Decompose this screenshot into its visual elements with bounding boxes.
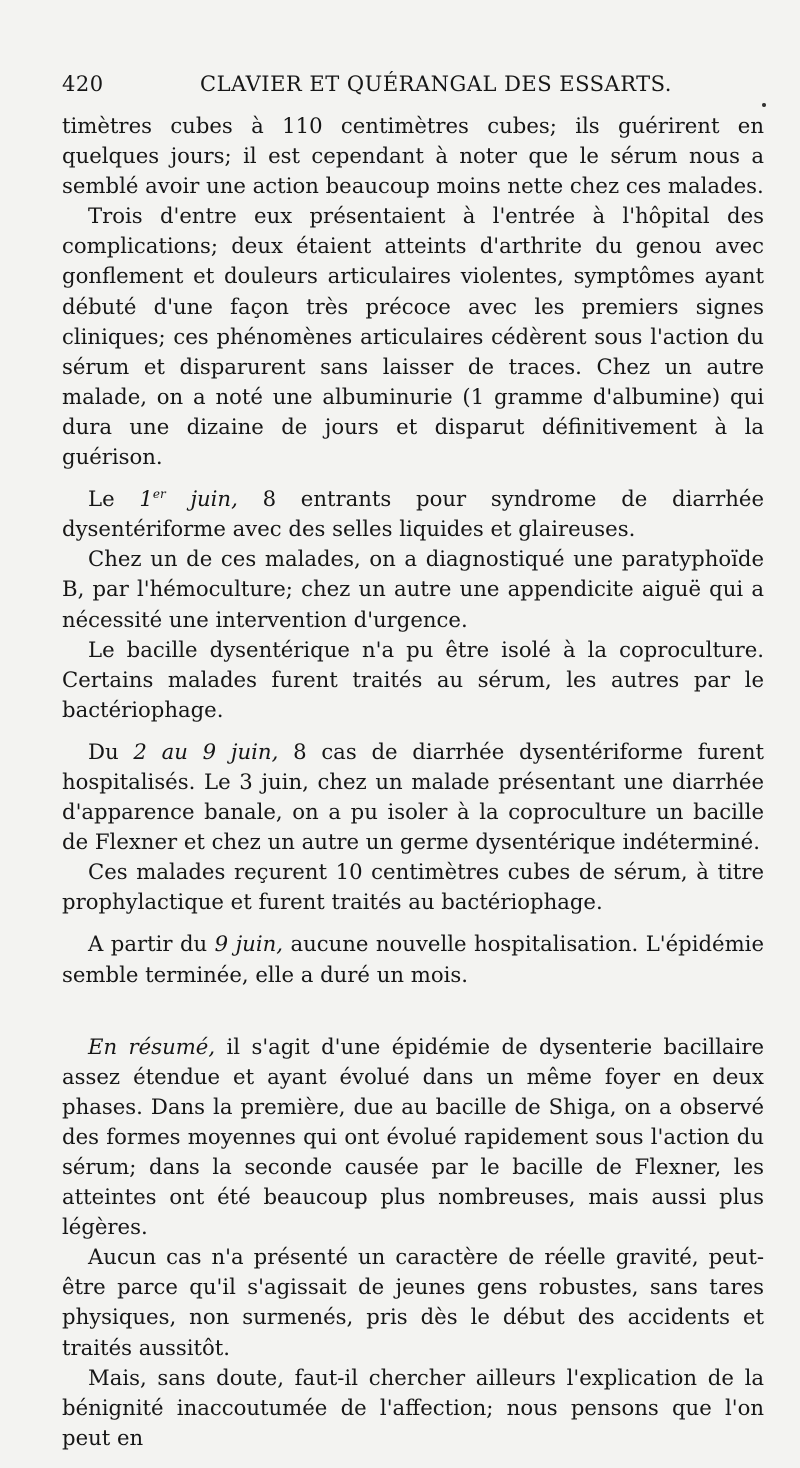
paragraph-continuation: timètres cubes à 110 centimètres cubes; ils guérirent en quelques jours; il est cependant à noter que le sérum nous a semblé avoir une action beaucoup moins nette chez ces malades. [62, 113, 764, 199]
spacer [62, 990, 764, 1032]
paragraph-june-1 [62, 484, 764, 544]
paragraph-lead: A partir du [88, 931, 215, 957]
date-month: juin, [165, 486, 238, 512]
page-header [62, 72, 762, 102]
spacer [62, 725, 764, 737]
spacer [62, 917, 764, 929]
running-title: CLAVIER ET QUÉRANGAL DES ESSARTS. [200, 72, 672, 96]
summary-label: En résumé, [88, 1033, 216, 1059]
paragraph-summary [62, 1032, 764, 1243]
ink-speck [762, 103, 766, 107]
paragraph-text: 8 cas de diarrhée dysentériforme furent hospitalisés. Le 3 juin, chez un malade présentant une diarrhée d'apparence banale, on a pu isoler à la coproculture un bacille de Flexner et chez un autre un germe dysentérique indéterminé. [62, 738, 765, 855]
date-emphasis: 2 au 9 juin, [133, 738, 279, 764]
paragraph-june-9 [62, 929, 764, 989]
paragraph-lead: Du [88, 738, 134, 764]
paragraph-lead: Le [88, 486, 140, 512]
paragraph-coproculture: Le bacille dysentérique n'a pu être isolé à la coproculture. Certains malades furent traités au sérum, les autres par le bactériophage. [62, 636, 764, 722]
paragraph-diagnosis: Chez un de ces malades, on a diagnostiqué une paratyphoïde B, par l'hémoculture; chez un autre une appendicite aiguë qui a nécessité une intervention d'urgence. [62, 546, 764, 632]
paragraph-text: aucune nouvelle hospitalisation. L'épidémie semble terminée, elle a duré un mois. [62, 931, 764, 987]
paragraph-serum: Ces malades reçurent 10 centimètres cubes de sérum, à titre prophylactique et furent traités au bactériophage. [62, 859, 764, 915]
paragraph-complications: Trois d'entre eux présentaient à l'entrée à l'hôpital des complications; deux étaient atteints d'arthrite du genou avec gonflement et douleurs articulaires violentes, symptômes ayant débuté d'une façon très précoce avec les premiers signes cliniques; ces phénomènes articulaires cédèrent sous l'action du sérum et disparurent sans laisser de traces. Chez un autre malade, on a noté une albuminurie (1 gramme d'albumine) qui dura une dizaine de jours et disparut définitivement à la guérison. [62, 203, 764, 470]
page-number: 420 [62, 72, 104, 96]
date-emphasis [139, 486, 237, 511]
body-text [62, 111, 764, 1453]
paragraph-explanation: Mais, sans doute, faut-il chercher ailleurs l'explication de la bénignité inaccoutumée de l'affection; nous pensons que l'on peut en [62, 1364, 764, 1450]
spacer [62, 472, 764, 484]
paragraph-text: 8 entrants pour syndrome de diarrhée dysentériforme avec des selles liquides et glaireuses. [62, 486, 764, 542]
date-number: 1 [139, 486, 153, 512]
date-superscript: er [152, 487, 166, 502]
date-emphasis: 9 juin, [214, 931, 283, 957]
paragraph-june-2-9 [62, 737, 764, 857]
paragraph-text: il s'agit d'une épidémie de dysenterie bacillaire assez étendue et ayant évolué dans un même foyer en deux phases. Dans la première, due au bacille de Shiga, on a observé des formes moyennes qui ont évolué rapidement sous l'action du sérum; dans la seconde causée par le bacille de Flexner, les atteintes ont été beaucoup plus nombreuses, mais aussi plus légères. [62, 1033, 765, 1240]
paragraph-severity: Aucun cas n'a présenté un caractère de réelle gravité, peut-être parce qu'il s'agissait de jeunes gens robustes, sans tares physiques, non surmenés, pris dès le début des accidents et traités aussitôt. [62, 1244, 764, 1360]
